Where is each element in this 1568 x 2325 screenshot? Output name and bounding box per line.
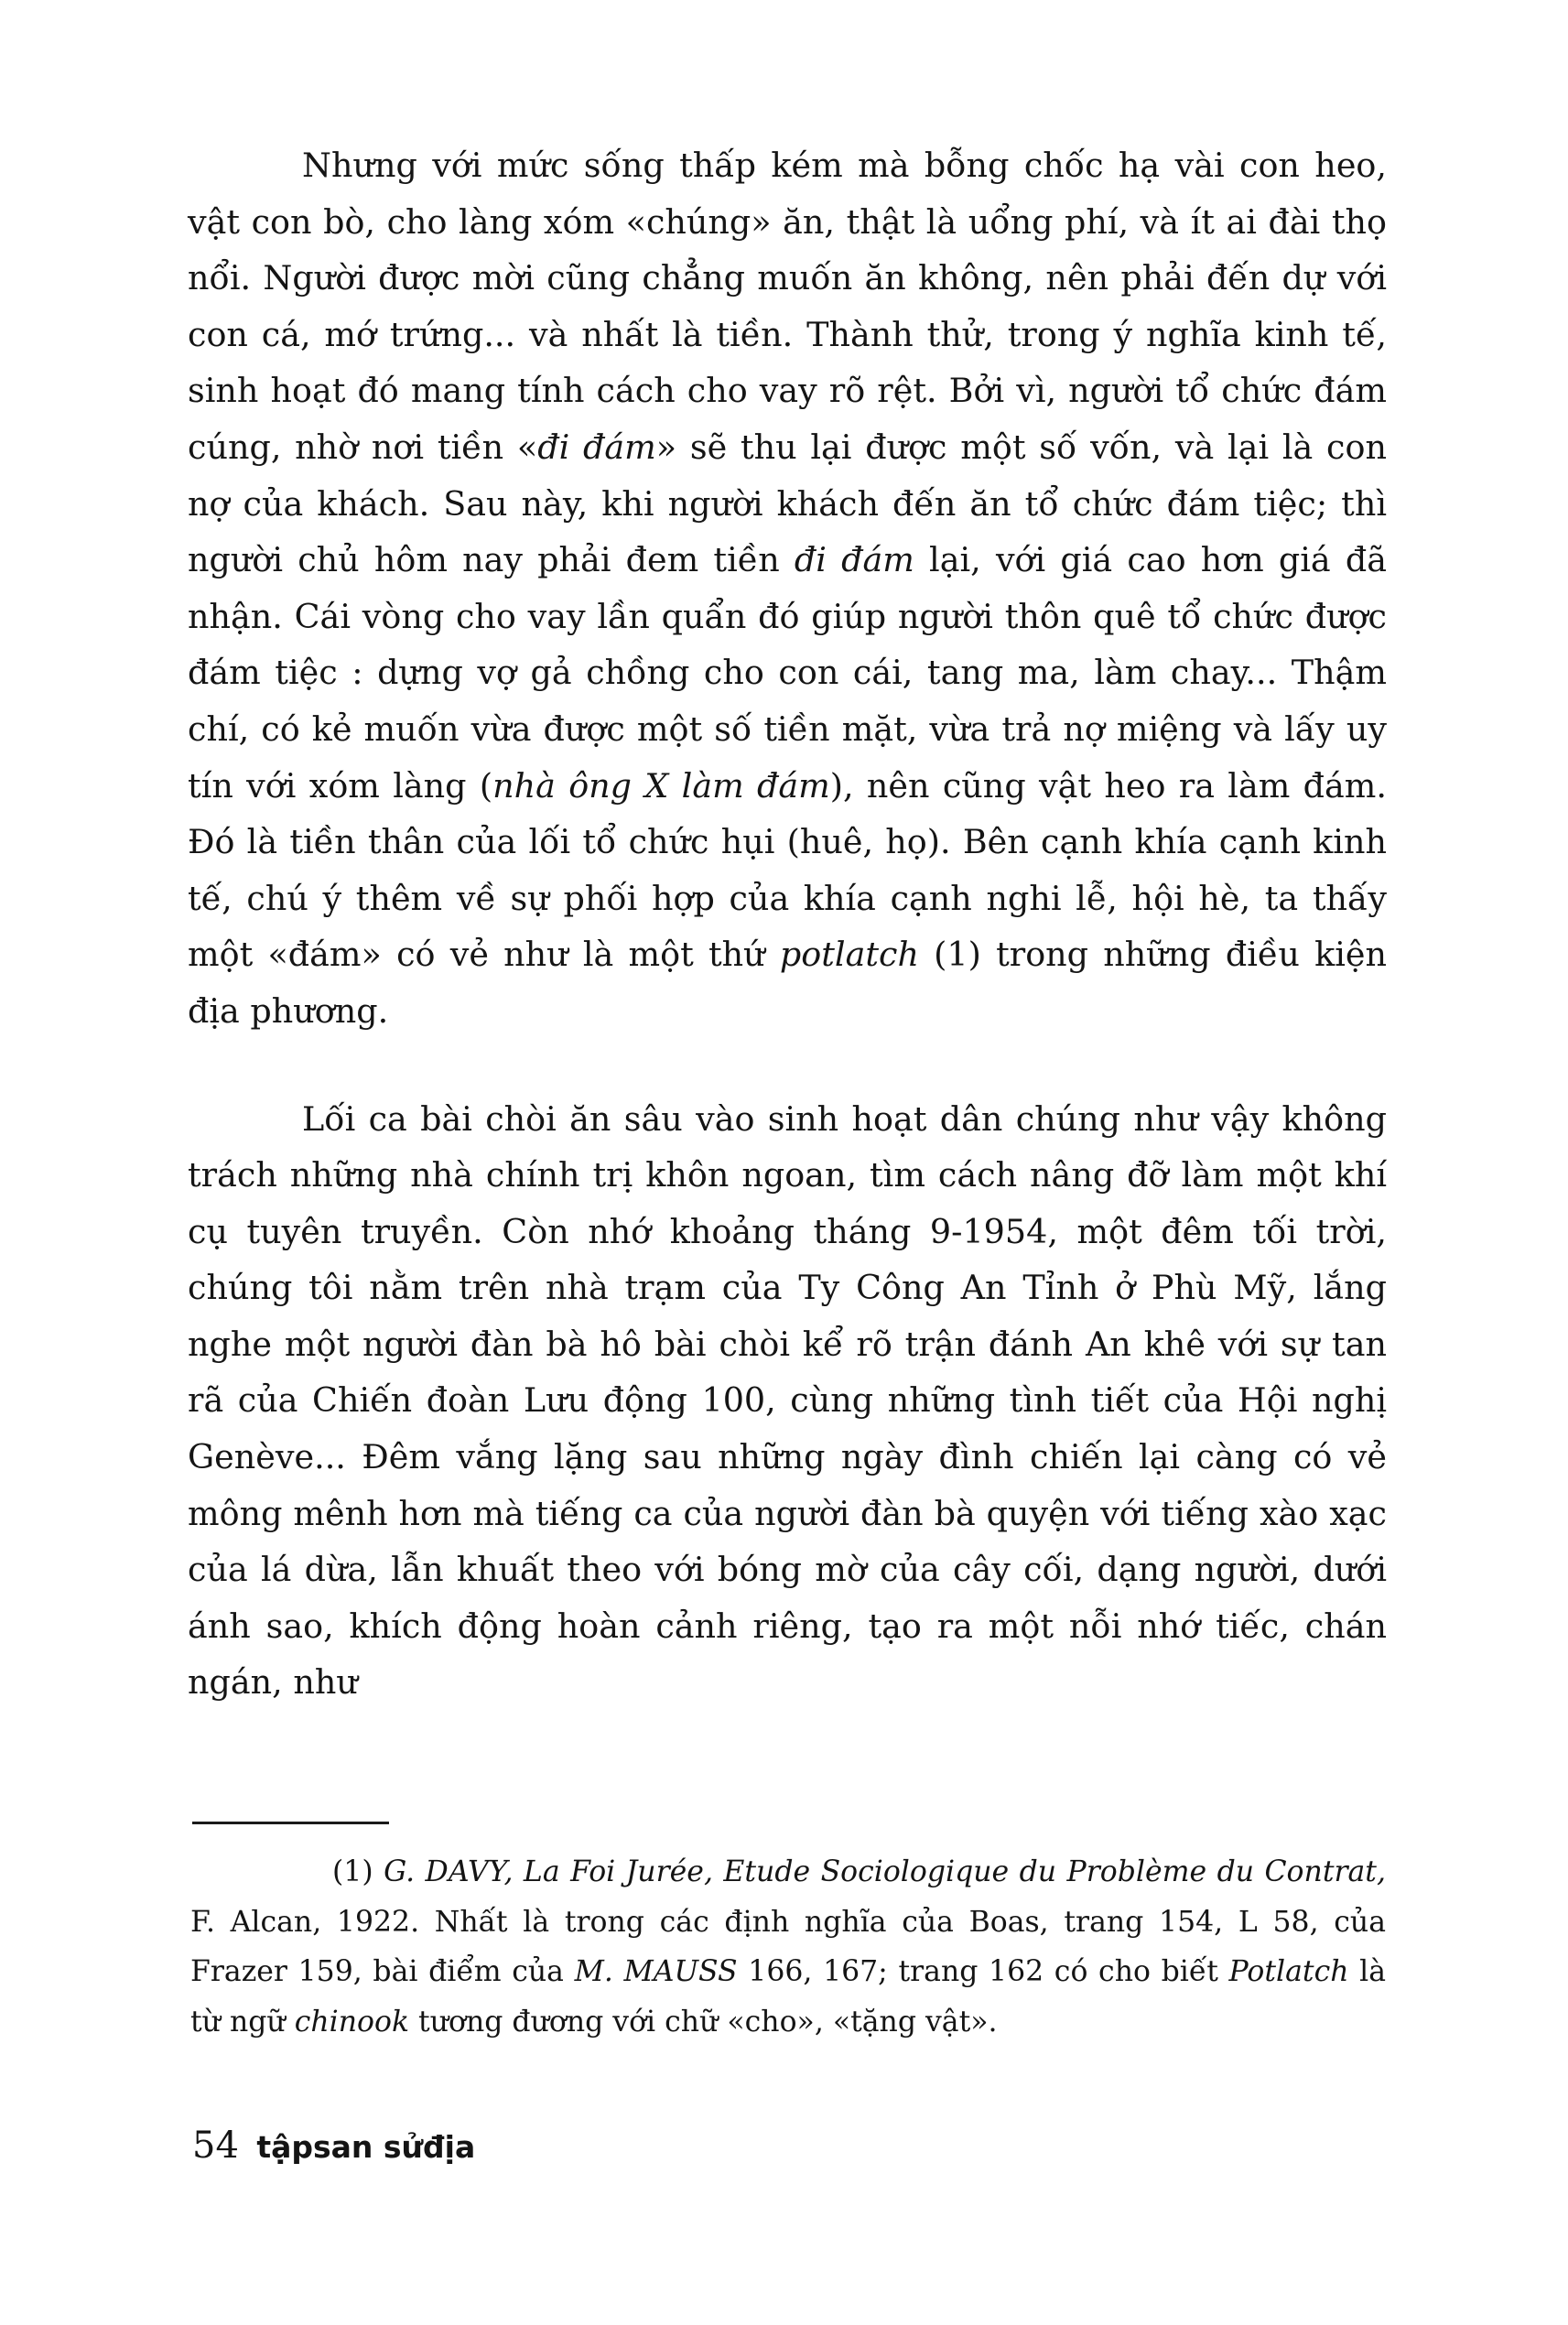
paragraph-2 [188,1091,1387,1712]
italic-text-run: đi đám [537,427,656,467]
italic-text-run: M. MAUSS [574,1955,738,1988]
text-run: 166, 167; trang 162 có cho biết [737,1955,1229,1988]
text-run: tương đương với chữ «cho», «tặng vật». [409,2005,998,2038]
text-run: lại, với giá cao hơn giá đã nhận. Cái vòng cho vay lần quẩn đó giúp người thôn quê tổ chức được đám tiệc : dựng vợ gả chồng cho con cái, tang ma, làm chay... Thậm chí, có kẻ muốn vừa được một số tiền mặt, vừa trả nợ miệng và lấy uy tín với xóm làng ( [188,540,1387,806]
italic-text-run: Potlatch [1228,1955,1349,1988]
text-run: Lối ca bài chòi ăn sâu vào sinh hoạt dân chúng như vậy không trách những nhà chính trị khôn ngoan, tìm cách nâng đỡ làm một khí cụ tuyên truyền. Còn nhớ khoảng tháng 9-1954, một đêm tối trời, chúng tôi nằm trên nhà trạm của Ty Công An Tỉnh ở Phù Mỹ, lắng nghe một người đàn bà hô bài chòi kể rõ trận đánh An khê với sự tan rã của Chiến đoàn Lưu động 100, cùng những tình tiết của Hội nghị Genève... Đêm vắng lặng sau những ngày đình chiến lại càng có vẻ mông mênh hơn mà tiếng ca của người đàn bà quyện với tiếng xào xạc của lá dừa, lẫn khuất theo với bóng mờ của cây cối, dạng người, dưới ánh sao, khích động hoàn cảnh riêng, tạo ra một nỗi nhớ tiếc, chán ngán, như [188,1098,1387,1703]
text-run: F. Alcan, 1922. Nhất là trong các định nghĩa của Boas, trang 154, L 58, của Frazer 159, bài điểm của [190,1905,1386,1988]
publication-title: tậpsan sửđịa [256,2129,476,2165]
italic-text-run: potlatch [779,935,919,975]
text-run: (1) [332,1855,384,1888]
text-run: Nhưng với mức sống thấp kém mà bỗng chốc hạ vài con heo, vật con bò, cho làng xóm «chúng» ăn, thật là uổng phí, và ít ai đài thọ nổi. Người được mời cũng chẳng muốn ăn không, nên phải đến dự với con cá, mớ trứng... và nhất là tiền. Thành thử, trong ý nghĩa kinh tế, sinh hoạt đó mang tính cách cho vay rõ rệt. Bởi vì, người tổ chức đám cúng, nhờ nơi tiền « [188,146,1387,467]
text-run: » sẽ thu lại được một số vốn, và lại là con nợ của khách. Sau này, khi người khách đến ăn tổ chức đám tiệc; thì người chủ hôm nay phải đem tiền [188,427,1387,580]
page-footer [192,2125,475,2168]
italic-text-run: nhà ông X làm đám [492,765,830,806]
page-body [188,137,1387,1711]
footnote-1 [190,1847,1386,2047]
paragraph-1 [188,137,1387,1040]
page-number: 54 [192,2125,239,2167]
text-run: là từ ngữ [190,1955,1386,2038]
text-run: (1) trong những điều kiện địa phương. [188,935,1387,1031]
text-run: ), nên cũng vật heo ra làm đám. Đó là tiền thân của lối tổ chức hụi (huê, họ). Bên cạnh khía cạnh kinh tế, chú ý thêm về sự phối hợp của khía cạnh nghi lễ, hội hè, ta thấy một «đám» có vẻ như là một thứ [188,765,1387,975]
italic-text-run: G. DAVY, La Foi Jurée, Etude Sociologique du Problème du Contrat, [384,1855,1386,1888]
italic-text-run: chinook [294,2005,410,2038]
italic-text-run: đi đám [794,540,914,580]
footnote-divider [192,1822,389,1824]
